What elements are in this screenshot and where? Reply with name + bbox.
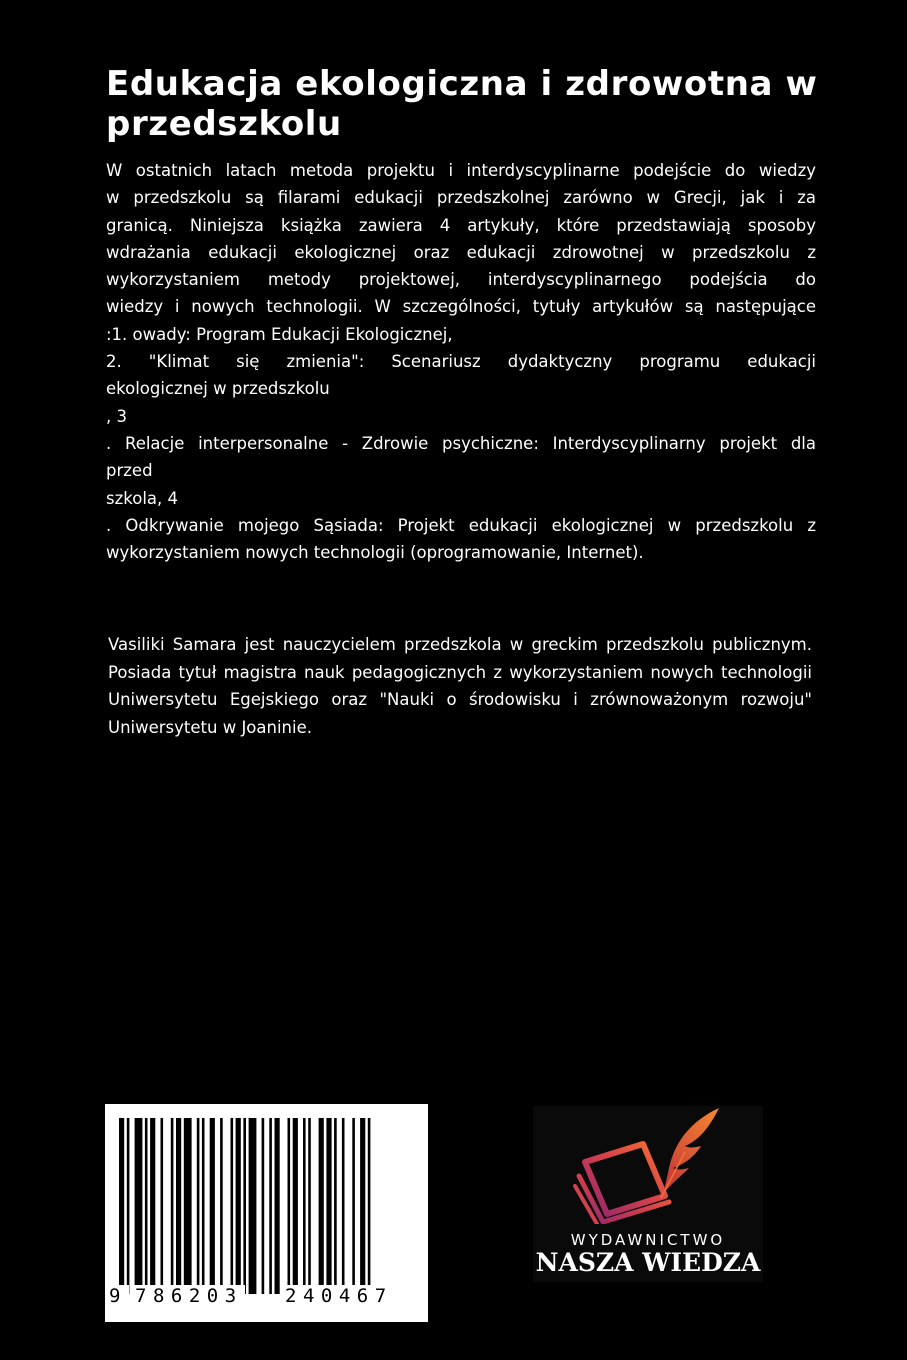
barcode-bar <box>319 1118 324 1294</box>
barcode-bar <box>368 1118 371 1294</box>
barcode-bar <box>145 1118 148 1294</box>
description-line: wdrażania edukacji ekologicznej oraz edukacji zdrowotnej w przedszkolu z <box>106 242 816 262</box>
barcode-bar <box>197 1118 200 1294</box>
publisher-logo <box>533 1106 763 1282</box>
barcode-bar <box>119 1118 124 1294</box>
barcode-bar <box>202 1118 205 1294</box>
description-line: w przedszkolu są filarami edukacji przedszkolnej zarówno w Grecji, jak i za <box>106 188 816 208</box>
barcode-bar <box>275 1118 280 1294</box>
barcode-bar <box>288 1118 291 1294</box>
publisher-name: NASZA WIEDZA <box>535 1248 761 1277</box>
barcode-bar <box>326 1118 331 1294</box>
barcode-bar <box>308 1118 311 1294</box>
barcode-digit-group: 9 <box>109 1285 127 1307</box>
barcode-bar <box>176 1118 181 1294</box>
barcode-bar <box>210 1118 215 1294</box>
barcode-bars <box>105 1104 428 1304</box>
barcode-bar <box>135 1118 143 1294</box>
barcode-bar <box>293 1118 298 1294</box>
barcode-bar <box>360 1118 365 1294</box>
barcode-bar <box>249 1118 257 1294</box>
book-description <box>106 157 816 566</box>
barcode-bar <box>269 1118 272 1294</box>
barcode-bar <box>262 1118 265 1294</box>
barcode-bar <box>243 1118 246 1294</box>
barcode-bar <box>334 1118 337 1294</box>
publisher-label: WYDAWNICTWO <box>570 1231 726 1249</box>
barcode-bar <box>303 1118 306 1294</box>
description-line: ekologicznej w przedszkolu <box>106 379 330 399</box>
description-line: :1. owady: Program Edukacji Ekologicznej, <box>106 324 453 344</box>
barcode-bar <box>220 1118 223 1294</box>
description-line: granicą. Niniejsza książka zawiera 4 artykuły, które przedstawiają sposoby <box>106 215 816 235</box>
description-line: przed <box>106 461 153 481</box>
barcode-bar <box>171 1118 174 1294</box>
book-title: Edukacja ekologiczna i zdrowotna w przedszkolu <box>106 64 818 144</box>
barcode-bar <box>352 1118 355 1294</box>
author-bio: Vasiliki Samara jest nauczycielem przedszkola w greckim przedszkolu publicznym. Posiada tytuł magistra nauk pedagogicznych z wykorzystaniem nowych technologii Uniwersytetu Egejskiego oraz "Nauki o środowisku i zrównoważonym rozwoju" Uniwersytetu w Joaninie. <box>108 635 812 737</box>
book-quill-icon <box>573 1106 723 1224</box>
description-line: wykorzystaniem nowych technologii (oprogramowanie, Internet). <box>106 543 644 563</box>
barcode-bar <box>236 1118 241 1294</box>
description-line: wiedzy i nowych technologii. W szczególności, tytuły artykułów są następujące <box>106 297 816 317</box>
barcode-bar <box>184 1118 192 1294</box>
barcode-bar <box>150 1118 155 1294</box>
barcode-number <box>105 1285 428 1315</box>
isbn-barcode <box>105 1104 428 1322</box>
barcode-digit-group: 786203 <box>135 1285 243 1307</box>
description-line: W ostatnich latach metoda projektu i interdyscyplinarne podejście do wiedzy <box>106 161 816 180</box>
barcode-bar <box>161 1118 164 1294</box>
description-line: szkola, 4 <box>106 488 179 508</box>
description-line: wykorzystaniem metody projektowej, interdyscyplinarnego podejścia do <box>106 270 816 290</box>
barcode-bar <box>231 1118 234 1294</box>
description-line: . Relacje interpersonalne - Zdrowie psychiczne: Interdyscyplinarny projekt dla <box>106 433 816 453</box>
barcode-bar <box>127 1118 130 1294</box>
barcode-digit-group: 240467 <box>285 1285 393 1307</box>
description-line: 2. "Klimat się zmienia": Scenariusz dydaktyczny programu edukacji <box>106 352 816 372</box>
description-line: . Odkrywanie mojego Sąsiada: Projekt edukacji ekologicznej w przedszkolu z <box>106 515 816 535</box>
description-line: , 3 <box>106 406 127 426</box>
barcode-bar <box>342 1118 345 1294</box>
